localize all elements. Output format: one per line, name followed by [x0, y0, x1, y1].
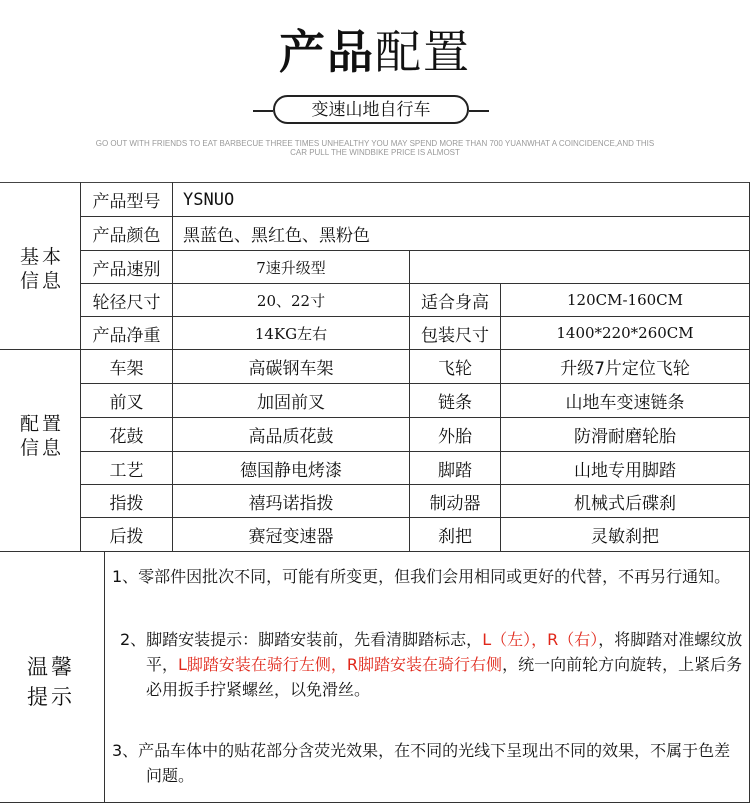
config-info-label: 配置 信息 [19, 413, 64, 459]
page-title [0, 20, 750, 84]
config-label-2: 飞轮 [438, 359, 472, 379]
tagline: GO OUT WITH FRIENDS TO EAT BARBECUE THREE TIMES UNHEALTHY YOU MAY SPEND MORE THAN 700 YUANWHAT A COINCIDENCE,AND THIS CAR PULL THE WINDBIKE PRICE IS ALMOST [95, 139, 655, 157]
tip-2 [112, 627, 746, 702]
tip-2-part-d: L脚踏安装在骑行左侧，R脚踏安装在骑行右侧 [178, 655, 503, 674]
config-value-2: 山地车变速链条 [565, 393, 685, 413]
table-bottom-border [0, 802, 750, 803]
config-value-1: 赛冠变速器 [248, 527, 334, 547]
speed-value: 7速升级型 [256, 258, 326, 277]
pill-left-rule [253, 110, 273, 112]
config-value-2: 防滑耐磨轮胎 [574, 427, 676, 447]
wheel-label: 轮径尺寸 [92, 292, 161, 313]
speed-label: 产品速别 [92, 259, 161, 280]
config-value-1: 加固前叉 [257, 393, 325, 413]
config-value-2: 机械式后碟刹 [574, 493, 676, 514]
config-value-1: 禧玛诺指拨 [248, 493, 334, 514]
config-value-2: 山地专用脚踏 [574, 460, 676, 481]
subtitle-pill: 变速山地自行车 [273, 95, 469, 124]
config-value-2: 灵敏刹把 [591, 527, 659, 547]
wheel-value: 20、22寸 [256, 291, 326, 310]
height-value: 120CM-160CM [566, 291, 683, 309]
config-label-2: 脚踏 [438, 460, 472, 481]
config-label-2: 制动器 [429, 493, 481, 514]
col-line [104, 551, 105, 802]
config-label-1: 工艺 [109, 460, 144, 481]
model-label: 产品型号 [92, 192, 161, 212]
title-bold: 产品 [279, 25, 375, 79]
weight-label: 产品净重 [92, 325, 161, 346]
tip-1: 1、零部件因批次不同，可能有所变更，但我们会用相同或更好的代替，不再另行通知。 [112, 567, 731, 586]
config-label-2: 刹把 [438, 527, 472, 547]
config-label-1: 后拨 [109, 527, 144, 547]
basic-info-label: 基本 信息 [19, 246, 64, 292]
pack-label: 包装尺寸 [421, 325, 489, 346]
section-divider-2 [0, 551, 750, 552]
tips-label: 温馨 提示 [27, 655, 75, 709]
config-label-1: 前叉 [109, 393, 144, 413]
config-value-1: 高品质花鼓 [248, 427, 334, 447]
height-label: 适合身高 [421, 292, 489, 313]
config-label-1: 花鼓 [109, 427, 144, 447]
color-value: 黑蓝色、黑红色、黑粉色 [183, 226, 370, 246]
tip-2-part-e: ，统一向前轮方向旋转，上紧后务必用扳手拧紧螺丝，以免滑丝。 [146, 655, 743, 699]
tip-2-part-c: ，将脚踏对准螺纹放平， [146, 630, 743, 674]
pill-right-rule [469, 110, 489, 112]
config-label-1: 指拨 [109, 493, 144, 514]
weight-value: 14KG左右 [254, 324, 328, 343]
config-value-1: 高碳钢车架 [248, 359, 334, 379]
config-label-2: 外胎 [438, 427, 472, 447]
tip-2-part-a: 2、脚踏安装提示：脚踏安装前，先看清脚踏标志， [120, 630, 483, 649]
config-value-1: 德国静电烤漆 [240, 460, 342, 481]
tip-3: 3、产品车体中的贴花部分含荧光效果，在不同的光线下呈现出不同的效果，不属于色差问题。 [112, 741, 731, 785]
config-value-2: 升级7片定位飞轮 [560, 359, 690, 379]
config-label-1: 车架 [109, 359, 144, 379]
color-label: 产品颜色 [92, 226, 161, 246]
config-label-2: 链条 [438, 393, 472, 413]
title-light: 配置 [375, 25, 471, 79]
model-value: YSNUO [183, 189, 235, 210]
tip-2-part-b: L（左），R（右） [482, 630, 599, 649]
pack-value: 1400*220*260CM [556, 324, 694, 342]
